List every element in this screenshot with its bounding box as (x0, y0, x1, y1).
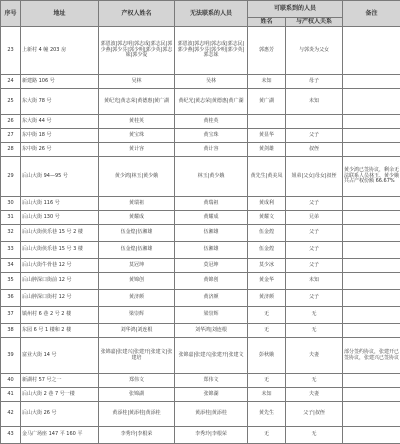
cell-remark: 黄少鸿已签协议，剩余无法联系人员林玉、黄少娥共占产权份额 66.67% (343, 157, 400, 197)
cell-relation: 无 (286, 427, 343, 444)
cell-address: 富业大街 14 号 (21, 338, 99, 374)
cell-unreachable: 郭恩波|郭志明|郭志成|郭志民|郭少燕|郭少芬|郭少明|郭少英|郭志妹 (175, 27, 248, 75)
cell-no: 42 (1, 402, 21, 427)
cell-owner: 李秀玲|李根荣 (99, 427, 175, 444)
cell-contact-name: 无 (248, 427, 286, 444)
cell-contact-name: 无 (248, 374, 286, 388)
cell-unreachable: 黄瑞祖 (175, 197, 248, 211)
cell-unreachable: 黄耀成 (175, 211, 248, 225)
cell-address: 后山大街 130 号 (21, 211, 99, 225)
cell-remark (343, 402, 400, 427)
cell-relation (286, 115, 343, 129)
table-row (1, 157, 400, 197)
cell-unreachable: 吴林 (175, 75, 248, 89)
cell-unreachable: 伍湘雄 (175, 225, 248, 242)
cell-relation: 父子 (286, 129, 343, 143)
cell-no: 24 (1, 75, 21, 89)
header-no: 序号 (1, 1, 21, 27)
cell-unreachable: 伍湘雄 (175, 242, 248, 259)
cell-unreachable: 张锦湖 (175, 388, 248, 402)
cell-owner: 伍金煌|伍湘雄 (99, 242, 175, 259)
cell-contact-name: 黄金华 (248, 273, 286, 290)
cell-address: 后山大街牛骨巷 12 号 (21, 259, 99, 273)
header-unreachable: 无法联系的人员 (175, 1, 248, 27)
cell-address: 金马广场座 147 平 160 平 (21, 427, 99, 444)
table-row (1, 388, 400, 402)
cell-relation: 父子 (286, 225, 343, 242)
cell-remark (343, 211, 400, 225)
table-row (1, 273, 400, 290)
cell-no: 27 (1, 129, 21, 143)
cell-relation: 与郭炎为父女 (286, 27, 343, 75)
cell-contact-name: 黄成利 (248, 197, 286, 211)
cell-unreachable: 黄宝珠 (175, 129, 248, 143)
cell-owner: 黄锦创 (99, 273, 175, 290)
cell-unreachable: 梁崇辉 (175, 307, 248, 324)
cell-unreachable: 刘华鸿|刘连根 (175, 324, 248, 338)
cell-address: 新湖村 57 号之一 (21, 374, 99, 388)
cell-unreachable: 郑伟文 (175, 374, 248, 388)
cell-address: 东中街 26 号 (21, 143, 99, 157)
cell-relation: 父子 (286, 290, 343, 307)
cell-unreachable: 张锦嘉|张建兴|张建开|张建文 (175, 338, 248, 374)
cell-owner: 伍金煌|伍湘雄 (99, 225, 175, 242)
cell-address: 后山大街 116 号 (21, 197, 99, 211)
cell-no: 36 (1, 290, 21, 307)
cell-owner: 黄瑞祖 (99, 197, 175, 211)
table-row (1, 324, 400, 338)
cell-remark (343, 225, 400, 242)
cell-unreachable: 林玉|黄少娥 (175, 157, 248, 197)
cell-owner: 郑伟文 (99, 374, 175, 388)
cell-no: 32 (1, 225, 21, 242)
cell-relation: 父子|叔侄 (286, 402, 343, 427)
cell-no: 29 (1, 157, 21, 197)
header-contactable: 可联系到的人员 (248, 1, 343, 18)
header-owner: 产权人姓名 (99, 1, 175, 27)
cell-address: 新建路 106 号 (21, 75, 99, 89)
cell-relation: 夫妻 (286, 338, 343, 374)
cell-contact-name: 黄广湖 (248, 89, 286, 115)
table-row (1, 115, 400, 129)
table-row (1, 75, 400, 89)
cell-remark (343, 143, 400, 157)
table-row (1, 143, 400, 157)
cell-relation: 母子 (286, 75, 343, 89)
cell-address: 东中街 18 号 (21, 129, 99, 143)
cell-no: 25 (1, 89, 21, 115)
cell-address: 镇州村 6 巷 2 号 2 楼 (21, 307, 99, 324)
header-name: 姓名 (248, 18, 286, 27)
table-row (1, 27, 400, 75)
cell-address: 上新村 4 幢 203 房 (21, 27, 99, 75)
cell-contact-name: 无 (248, 324, 286, 338)
cell-contact-name: 莫少冰 (248, 259, 286, 273)
cell-contact-name: 黄耀文 (248, 211, 286, 225)
cell-remark: 部分签约协议，张建开已签协议，张建兴已签协议 (343, 338, 400, 374)
cell-relation: 未知 (286, 273, 343, 290)
cell-owner: 黄计容 (99, 143, 175, 157)
table-row (1, 197, 400, 211)
table-row (1, 402, 400, 427)
cell-contact-name: 无 (248, 307, 286, 324)
cell-no: 31 (1, 211, 21, 225)
cell-unreachable: 黄计容 (175, 143, 248, 157)
cell-owner: 黄少鸿|林玉|黄少娥 (99, 157, 175, 197)
cell-remark (343, 273, 400, 290)
cell-unreachable: 黄济颜 (175, 290, 248, 307)
table-row (1, 307, 400, 324)
cell-contact-name: 未知 (248, 75, 286, 89)
cell-contact-name: 彭秋娥 (248, 338, 286, 374)
cell-address: 后山大街 2 巷 7 号一楼 (21, 388, 99, 402)
table-row (1, 129, 400, 143)
cell-owner: 张锦湖 (99, 388, 175, 402)
table-row (1, 211, 400, 225)
cell-address: 后山肿深口街村 12 号 (21, 290, 99, 307)
cell-no: 23 (1, 27, 21, 75)
cell-relation: 未知 (286, 89, 343, 115)
cell-no: 35 (1, 273, 21, 290)
header-address: 地址 (21, 1, 99, 27)
cell-contact-name: 黄先生 (248, 402, 286, 427)
cell-remark (343, 307, 400, 324)
cell-unreachable: 黄桂英 (175, 115, 248, 129)
cell-contact-name: 伍金煌 (248, 242, 286, 259)
cell-owner: 张锦嘉|张建兴|张建开|张建文|张建培 (99, 338, 175, 374)
cell-contact-name: 未知 (248, 388, 286, 402)
cell-remark (343, 427, 400, 444)
cell-remark (343, 27, 400, 75)
cell-relation: 姐弟|父女|母女|叔侄 (286, 157, 343, 197)
cell-no: 43 (1, 427, 21, 444)
table-row (1, 259, 400, 273)
header-relation: 与产权人关系 (286, 18, 343, 27)
cell-remark (343, 290, 400, 307)
cell-unreachable: 黄锦创 (175, 273, 248, 290)
cell-address: 东大街 78 号 (21, 89, 99, 115)
cell-contact-name: 黄显华 (248, 129, 286, 143)
cell-owner: 黄添桂|黄添桂|黄添桂 (99, 402, 175, 427)
cell-remark (343, 242, 400, 259)
cell-relation: 无 (286, 324, 343, 338)
cell-no: 34 (1, 259, 21, 273)
cell-remark (343, 115, 400, 129)
cell-address: 后山大街 94—95 号 (21, 157, 99, 197)
cell-remark (343, 259, 400, 273)
cell-owner: 莫冠坤 (99, 259, 175, 273)
cell-remark (343, 388, 400, 402)
header-row-1 (1, 1, 400, 18)
cell-no: 26 (1, 115, 21, 129)
cell-contact-name: 黄先生|黄美凤 (248, 157, 286, 197)
cell-remark (343, 324, 400, 338)
cell-no: 37 (1, 307, 21, 324)
cell-owner: 黄济颜 (99, 290, 175, 307)
cell-remark (343, 89, 400, 115)
cell-owner: 黄耀成 (99, 211, 175, 225)
cell-unreachable: 李秀玲|李根荣 (175, 427, 248, 444)
cell-no: 40 (1, 374, 21, 388)
cell-unreachable: 黄纪光|黄志荣|黄德惠|黄广湖 (175, 89, 248, 115)
cell-unreachable: 黄添桂|黄添桂 (175, 402, 248, 427)
table-row (1, 242, 400, 259)
cell-contact-name: 黄剑雄 (248, 143, 286, 157)
cell-contact-name: 黄济颜 (248, 290, 286, 307)
cell-no: 38 (1, 324, 21, 338)
header-remark: 备注 (343, 1, 400, 27)
cell-remark (343, 197, 400, 211)
table-body (1, 27, 400, 444)
table-row (1, 89, 400, 115)
cell-owner: 黄宝珠 (99, 129, 175, 143)
cell-unreachable: 莫冠坤 (175, 259, 248, 273)
cell-owner: 吴林 (99, 75, 175, 89)
cell-owner: 郭恩波|郭志明|郭志成|郭志民|郭少燕|郭少芬|郭少明|郭少英|郭志妹|郭少爱 (99, 27, 175, 75)
cell-owner: 黄桂英 (99, 115, 175, 129)
table-row (1, 338, 400, 374)
cell-relation: 父子 (286, 197, 343, 211)
cell-owner: 刘华鸿|刘连根 (99, 324, 175, 338)
cell-remark (343, 129, 400, 143)
cell-remark (343, 374, 400, 388)
cell-relation: 夫妻 (286, 388, 343, 402)
cell-relation: 父子 (286, 242, 343, 259)
cell-owner: 黄纪光|黄志荣|黄德惠|黄广湖 (99, 89, 175, 115)
cell-contact-name: 伍金煌 (248, 225, 286, 242)
cell-no: 41 (1, 388, 21, 402)
cell-address: 后山大街 26 号 (21, 402, 99, 427)
table-row (1, 290, 400, 307)
cell-no: 28 (1, 143, 21, 157)
cell-relation: 兄弟 (286, 211, 343, 225)
cell-address: 后山大街侠乐巷 15 号 3 楼 (21, 242, 99, 259)
cell-no: 39 (1, 338, 21, 374)
cell-address: 东园 6 号 1 楼和 2 楼 (21, 324, 99, 338)
cell-contact-name (248, 115, 286, 129)
cell-remark (343, 75, 400, 89)
cell-address: 后山肿深口街前 12 号 (21, 273, 99, 290)
table-row (1, 225, 400, 242)
cell-no: 30 (1, 197, 21, 211)
cell-relation: 无 (286, 307, 343, 324)
cell-relation: 父子 (286, 259, 343, 273)
cell-owner: 梁崇辉 (99, 307, 175, 324)
cell-relation: 无 (286, 374, 343, 388)
table-row (1, 427, 400, 444)
cell-no: 33 (1, 242, 21, 259)
table-row (1, 374, 400, 388)
cell-address: 东大街 44 号 (21, 115, 99, 129)
cell-relation: 叔侄 (286, 143, 343, 157)
cell-address: 后山大街侠乐巷 15 号 2 楼 (21, 225, 99, 242)
cell-contact-name: 郭惠芳 (248, 27, 286, 75)
